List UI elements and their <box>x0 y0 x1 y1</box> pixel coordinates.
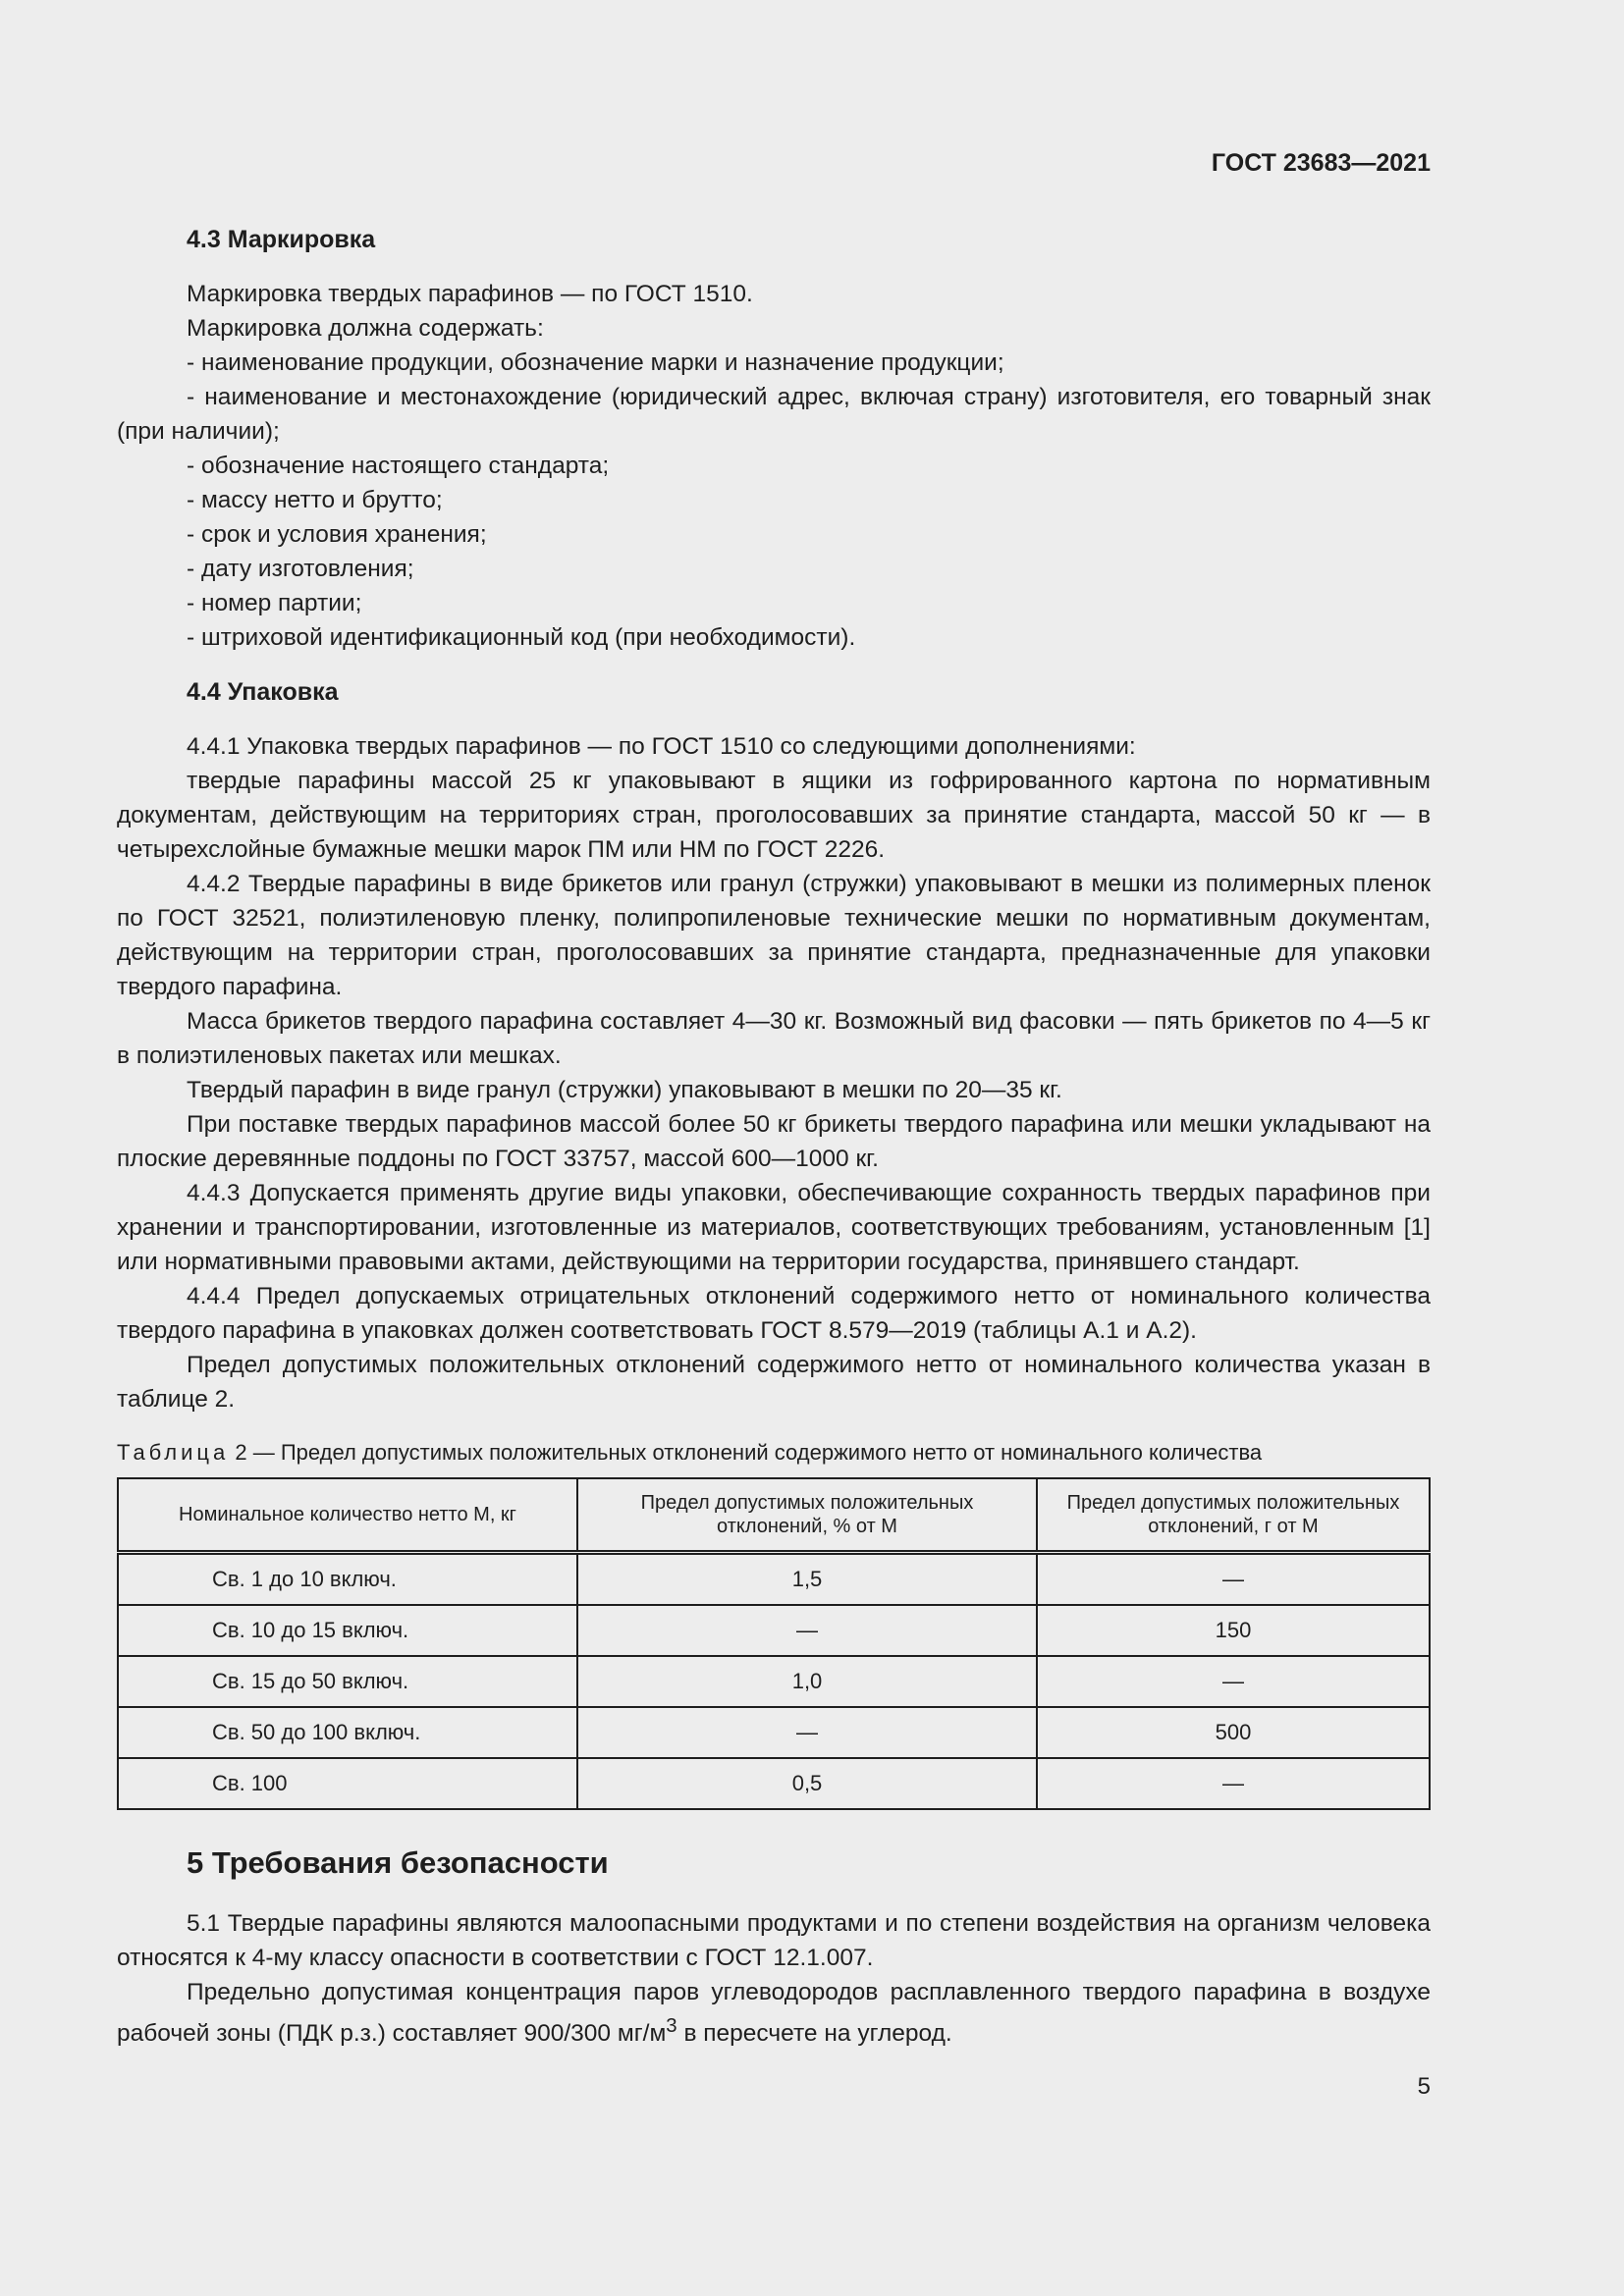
paragraph: 4.4.3 Допускается применять другие виды упаковки, обеспечивающие сохранность твердых парафинов при хранении и транспортировании, изготовленные из материалов, соответствующих требованиям, установленным [1] или нормативными правовыми актами, действующими на территории государства, принявшего стандарт. <box>117 1180 1431 1275</box>
table-cell: Св. 100 <box>118 1758 577 1809</box>
paragraph-text: Предельно допустимая концентрация паров углеводородов расплавленного твердого парафина в воздухе рабочей зоны (ПДК р.з.) составляет 900/300 мг/м <box>117 1979 1431 2048</box>
paragraph <box>117 1975 1431 2051</box>
column-header: Номинальное количество нетто M, кг <box>118 1478 577 1553</box>
deviation-table <box>117 1477 1431 1810</box>
list-item: - массу нетто и брутто; <box>187 487 443 513</box>
paragraph: Маркировка твердых парафинов — по ГОСТ 1510. <box>187 281 753 307</box>
paragraph: При поставке твердых парафинов массой более 50 кг брикеты твердого парафина или мешки укладывают на плоские деревянные поддоны по ГОСТ 33757, массой 600—1000 кг. <box>117 1111 1431 1172</box>
table-cell: Св. 15 до 50 включ. <box>118 1656 577 1707</box>
list-item: - наименование и местонахождение (юридический адрес, включая страну) изготовителя, его товарный знак (при наличии); <box>117 384 1431 445</box>
list-item: - срок и условия хранения; <box>187 521 487 548</box>
table-cell: — <box>577 1707 1037 1758</box>
document-id-header: ГОСТ 23683—2021 <box>1211 149 1431 177</box>
table-cell: 150 <box>1037 1605 1430 1656</box>
page-content <box>117 222 1431 2051</box>
column-header: Предел допустимых положительных отклонений, % от M <box>577 1478 1037 1553</box>
paragraph: Маркировка должна содержать: <box>187 315 544 342</box>
list-item: - штриховой идентификационный код (при необходимости). <box>187 624 856 651</box>
paragraph: 5.1 Твердые парафины являются малоопасными продуктами и по степени воздействия на организм человека относятся к 4-му классу опасности в соответствии с ГОСТ 12.1.007. <box>117 1910 1431 1971</box>
table-cell: 1,0 <box>577 1656 1037 1707</box>
table-row <box>118 1553 1430 1606</box>
table-cell: 0,5 <box>577 1758 1037 1809</box>
section-4-4-title: 4.4 Упаковка <box>187 678 339 706</box>
paragraph: Масса брикетов твердого парафина составляет 4—30 кг. Возможный вид фасовки — пять брикетов по 4—5 кг в полиэтиленовых пакетах или мешках. <box>117 1008 1431 1069</box>
paragraph: Твердый парафин в виде гранул (стружки) упаковывают в мешки по 20—35 кг. <box>187 1077 1062 1103</box>
table-cell: Св. 1 до 10 включ. <box>118 1553 577 1606</box>
table-cell: 1,5 <box>577 1553 1037 1606</box>
table-row <box>118 1605 1430 1656</box>
table-header-row <box>118 1478 1430 1553</box>
paragraph: твердые парафины массой 25 кг упаковывают в ящики из гофрированного картона по нормативным документам, действующим на территориях стран, проголосовавших за принятие стандарта, массой 50 кг — в четырехслойные бумажные мешки марок ПМ или НМ по ГОСТ 2226. <box>117 768 1431 863</box>
paragraph: 4.4.1 Упаковка твердых парафинов — по ГОСТ 1510 со следующими дополнениями: <box>187 733 1136 760</box>
list-item: - номер партии; <box>187 590 362 616</box>
list-item: - обозначение настоящего стандарта; <box>187 453 610 479</box>
table-cell: — <box>1037 1656 1430 1707</box>
table-row <box>118 1656 1430 1707</box>
list-item: - наименование продукции, обозначение марки и назначение продукции; <box>187 349 1004 376</box>
superscript: 3 <box>666 2015 677 2037</box>
table-cell: — <box>1037 1553 1430 1606</box>
paragraph: Предел допустимых положительных отклонений содержимого нетто от номинального количества указан в таблице 2. <box>117 1352 1431 1413</box>
table-cell: Св. 50 до 100 включ. <box>118 1707 577 1758</box>
section-4-3-title: 4.3 Маркировка <box>187 226 376 253</box>
table-cell: Св. 10 до 15 включ. <box>118 1605 577 1656</box>
paragraph: 4.4.4 Предел допускаемых отрицательных отклонений содержимого нетто от номинального количества твердого парафина в упаковках должен соответствовать ГОСТ 8.579—2019 (таблицы А.1 и А.2). <box>117 1283 1431 1344</box>
table-cell: 500 <box>1037 1707 1430 1758</box>
table-cell: — <box>577 1605 1037 1656</box>
section-5-title: 5 Требования безопасности <box>187 1845 609 1880</box>
paragraph: 4.4.2 Твердые парафины в виде брикетов или гранул (стружки) упаковывают в мешки из полимерных пленок по ГОСТ 32521, полиэтиленовую пленку, полипропиленовые технические мешки по нормативным документам, действующим на территории стран, проголосовавших за принятие стандарта, предназначенные для упаковки твердого парафина. <box>117 871 1431 1000</box>
table-caption-word: Таблица <box>117 1440 230 1465</box>
table-caption <box>117 1438 1431 1468</box>
table-cell: — <box>1037 1758 1430 1809</box>
column-header: Предел допустимых положительных отклонений, г от M <box>1037 1478 1430 1553</box>
paragraph-text-tail: в пересчете на углерод. <box>677 2020 952 2048</box>
list-item: - дату изготовления; <box>187 556 414 582</box>
table-caption-text: 2 — Предел допустимых положительных отклонений содержимого нетто от номинального количества <box>229 1440 1263 1465</box>
page-number: 5 <box>1417 2073 1431 2100</box>
table-row <box>118 1707 1430 1758</box>
table-row <box>118 1758 1430 1809</box>
